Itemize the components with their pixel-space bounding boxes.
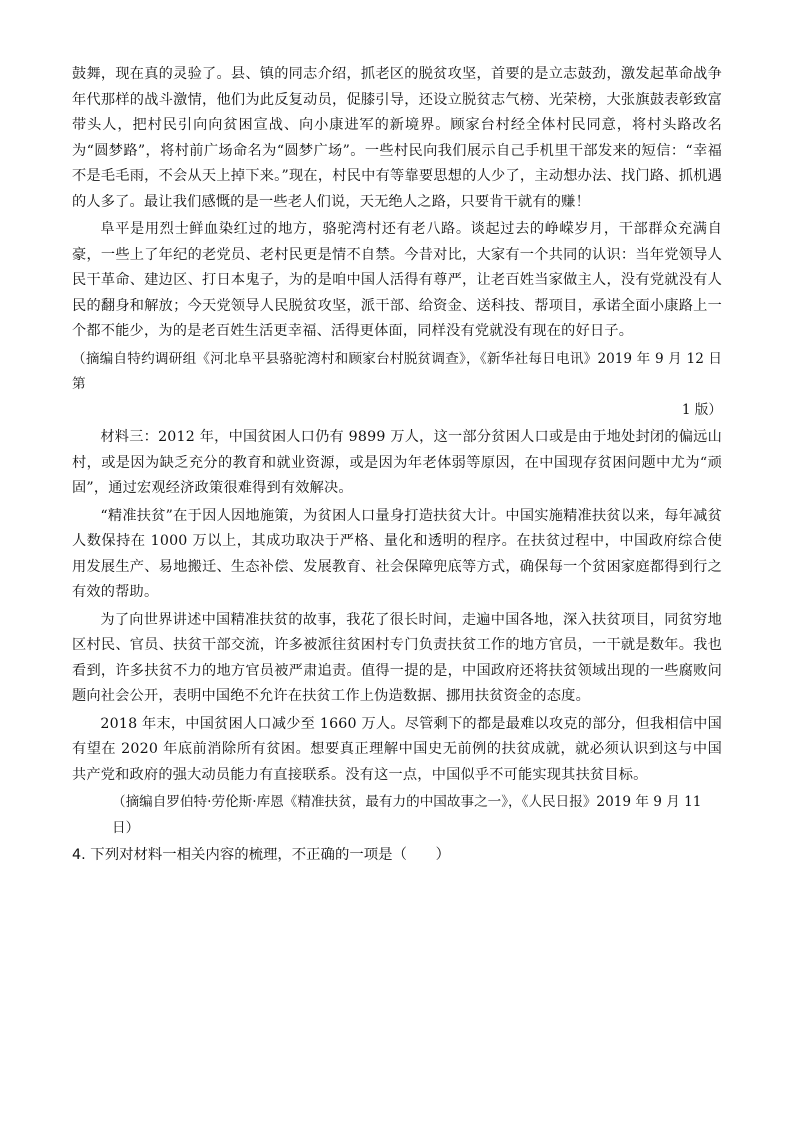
source-citation-1: （摘编自特约调研组《河北阜平县骆驼湾村和顾家台村脱贫调查》，《新华社每日电讯》2019 年 9 月 12 日第 — [72, 350, 722, 392]
source-citation-1-tail: 1 版） — [681, 401, 722, 418]
paragraph-fuping: 阜平是用烈士鲜血染红过的地方，骆驼湾村还有老八路。谈起过去的峥嵘岁月，干部群众充满自豪，一些上了年纪的老党员、老村民更是情不自禁。今昔对比，大家有一个共同的认识：当年党领导人民干革命、建边区、打日本鬼子，为的是咱中国人活得有尊严，让老百姓当家做主人，没有党就没有人民的翻身和解放；今天党领导人民脱贫攻坚，派干部、给资金、送科技、帮项目，承诺全面小康路上一个都不能少，为的是老百姓生活更幸福、活得更体面，同样没有党就没有现在的好日子。 — [72, 221, 722, 339]
question-4: 4. 下列对材料一相关内容的梳理，不正确的一项是（ ） — [72, 847, 451, 863]
material-3-intro: 材料三：2012 年，中国贫困人口仍有 9899 万人，这一部分贫困人口或是由于地处封闭的偏远山村，或是因为缺乏充分的教育和就业资源，或是因为年老体弱等原因，在中国现存贫困问题中尤为“顽固”，通过宏观经济政策很难得到有效解决。 — [72, 429, 722, 496]
paragraph-continued: 鼓舞，现在真的灵验了。县、镇的同志介绍，抓老区的脱贫攻坚，首要的是立志鼓劲，激发起革命战争年代那样的战斗激情，他们为此反复动员，促膝引导，还设立脱贫志气榜、光荣榜，大张旗鼓表彰致富带头人，把村民引向向贫困宣战、向小康进军的新境界。顾家台村经全体村民同意，将村头路改名为“圆梦路”，将村前广场命名为“圆梦广场”。一些村民向我们展示自己手机里干部发来的短信：“幸福不是毛毛雨，不会从天上掉下来。”现在，村民中有等靠要思想的人少了，主动想办法、找门路、抓机遇的人多了。最让我们感慨的是一些老人们说，天无绝人之路，只要肯干就有的赚！ — [72, 66, 722, 210]
material-3-2018-figures: 2018 年末，中国贫困人口减少至 1660 万人。尽管剩下的都是最难以攻克的部分，但我相信中国有望在 2020 年底前消除所有贫困。想要真正理解中国史无前例的扶贫成就，就必须认识到这与中国共产党和政府的强大动员能力有直接联系。没有这一点，中国似乎不可能实现其扶贫目标。 — [72, 715, 722, 783]
material-3-precision-poverty: “精准扶贫”在于因人因地施策，为贫困人口量身打造扶贫大计。中国实施精准扶贫以来，每年减贫人数保持在 1000 万以上，其成功取决于严格、量化和透明的程序。在扶贫过程中，中国政府综合使用发展生产、易地搬迁、生态补偿、发展教育、社会保障兜底等方式，确保每一个贫困家庭都得到行之有效的帮助。 — [72, 507, 722, 600]
document-body — [72, 62, 722, 868]
source-citation-2: （摘编自罗伯特·劳伦斯·库恩《精准扶贫，最有力的中国故事之一》，《人民日报》2019 年 9 月 11 日） — [112, 794, 702, 836]
material-3-author-travel: 为了向世界讲述中国精准扶贫的故事，我花了很长时间，走遍中国各地，深入扶贫项目，同贫穷地区村民、官员、扶贫干部交流，许多被派往贫困村专门负责扶贫工作的地方官员，一干就是数年。我也看到，许多扶贫不力的地方官员被严肃追责。值得一提的是，中国政府还将扶贫领域出现的一些腐败问题向社会公开，表明中国绝不允许在扶贫工作上伪造数据、挪用扶贫资金的态度。 — [72, 611, 722, 704]
